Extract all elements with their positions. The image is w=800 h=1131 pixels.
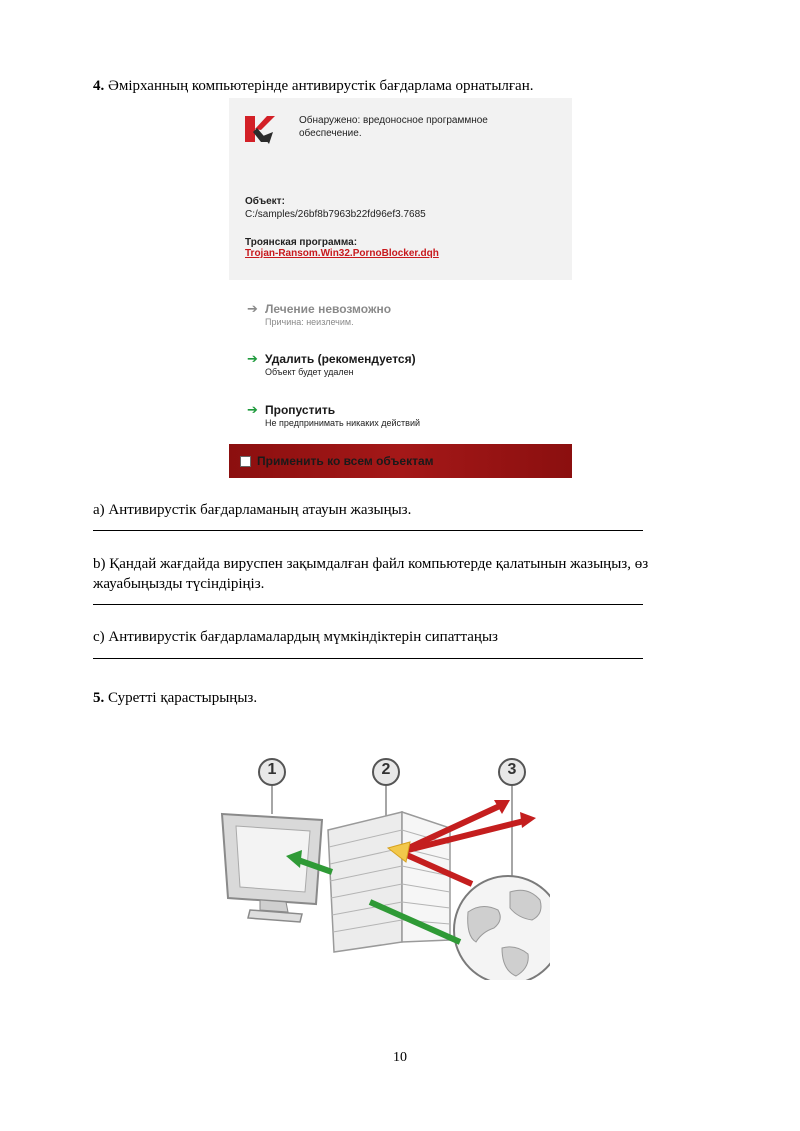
answer-line[interactable] xyxy=(93,530,643,531)
question-5 xyxy=(93,688,257,708)
apply-all-checkbox[interactable] xyxy=(240,456,251,467)
firewall-illustration xyxy=(210,752,550,980)
callout-number: 1 xyxy=(267,761,277,778)
apply-all-bar xyxy=(229,444,572,478)
apply-all-label[interactable]: Применить ко всем объектам xyxy=(257,454,434,468)
question-4 xyxy=(93,76,534,96)
action-subtitle: Причина: неизлечим. xyxy=(265,317,354,327)
answer-line[interactable] xyxy=(93,658,643,659)
alert-header xyxy=(229,98,572,280)
alert-message: Обнаружено: вредоносное программное обеспечение. xyxy=(299,115,488,139)
kaspersky-logo-icon xyxy=(243,112,277,146)
object-path: C:/samples/26bf8b7963b22fd96ef3.7685 xyxy=(245,209,426,220)
arrow-right-icon: ➔ xyxy=(247,351,258,366)
action-delete[interactable] xyxy=(247,352,547,382)
alert-actions xyxy=(229,280,572,444)
action-disinfect xyxy=(247,302,547,332)
callout-number: 3 xyxy=(507,761,517,778)
question-text: Әмірханның компьютерінде антивирустік бағдарлама орнатылған. xyxy=(108,78,534,94)
page-number: 10 xyxy=(393,1050,407,1065)
action-title: Удалить (рекомендуется) xyxy=(265,352,416,366)
object-label: Объект: xyxy=(245,196,285,207)
action-title: Пропустить xyxy=(265,403,336,417)
action-title: Лечение невозможно xyxy=(265,302,392,316)
globe-icon xyxy=(454,876,550,980)
question-number: 4. xyxy=(93,78,105,94)
trojan-name-link[interactable]: Trojan-Ransom.Win32.PornoBlocker.dqh xyxy=(245,248,439,259)
question-4c: с) Антивирустік бағдарламалардың мүмкіндіктерін сипаттаңыз xyxy=(93,629,498,645)
antivirus-alert-window xyxy=(229,98,572,478)
arrow-right-icon: ➔ xyxy=(247,301,258,316)
question-number: 5. xyxy=(93,690,105,706)
action-subtitle: Не предпринимать никаких действий xyxy=(265,418,420,428)
answer-line[interactable] xyxy=(93,604,643,605)
question-4a: а) Антивирустік бағдарламаның атауын жазыңыз. xyxy=(93,502,412,518)
arrow-right-icon: ➔ xyxy=(247,402,258,417)
trojan-label: Троянская программа: xyxy=(245,237,358,248)
question-4b-line2: жауабыңызды түсіндіріңіз. xyxy=(93,576,265,592)
question-4b-line1: b) Қандай жағдайда вируспен зақымдалған файл компьютерде қалатынын жазыңыз, өз xyxy=(93,556,649,572)
callout-number: 2 xyxy=(381,761,391,778)
question-text: Суретті қарастырыңыз. xyxy=(108,690,258,706)
action-subtitle: Объект будет удален xyxy=(265,367,354,377)
computer-monitor-icon xyxy=(222,814,322,922)
action-skip[interactable] xyxy=(247,403,547,433)
